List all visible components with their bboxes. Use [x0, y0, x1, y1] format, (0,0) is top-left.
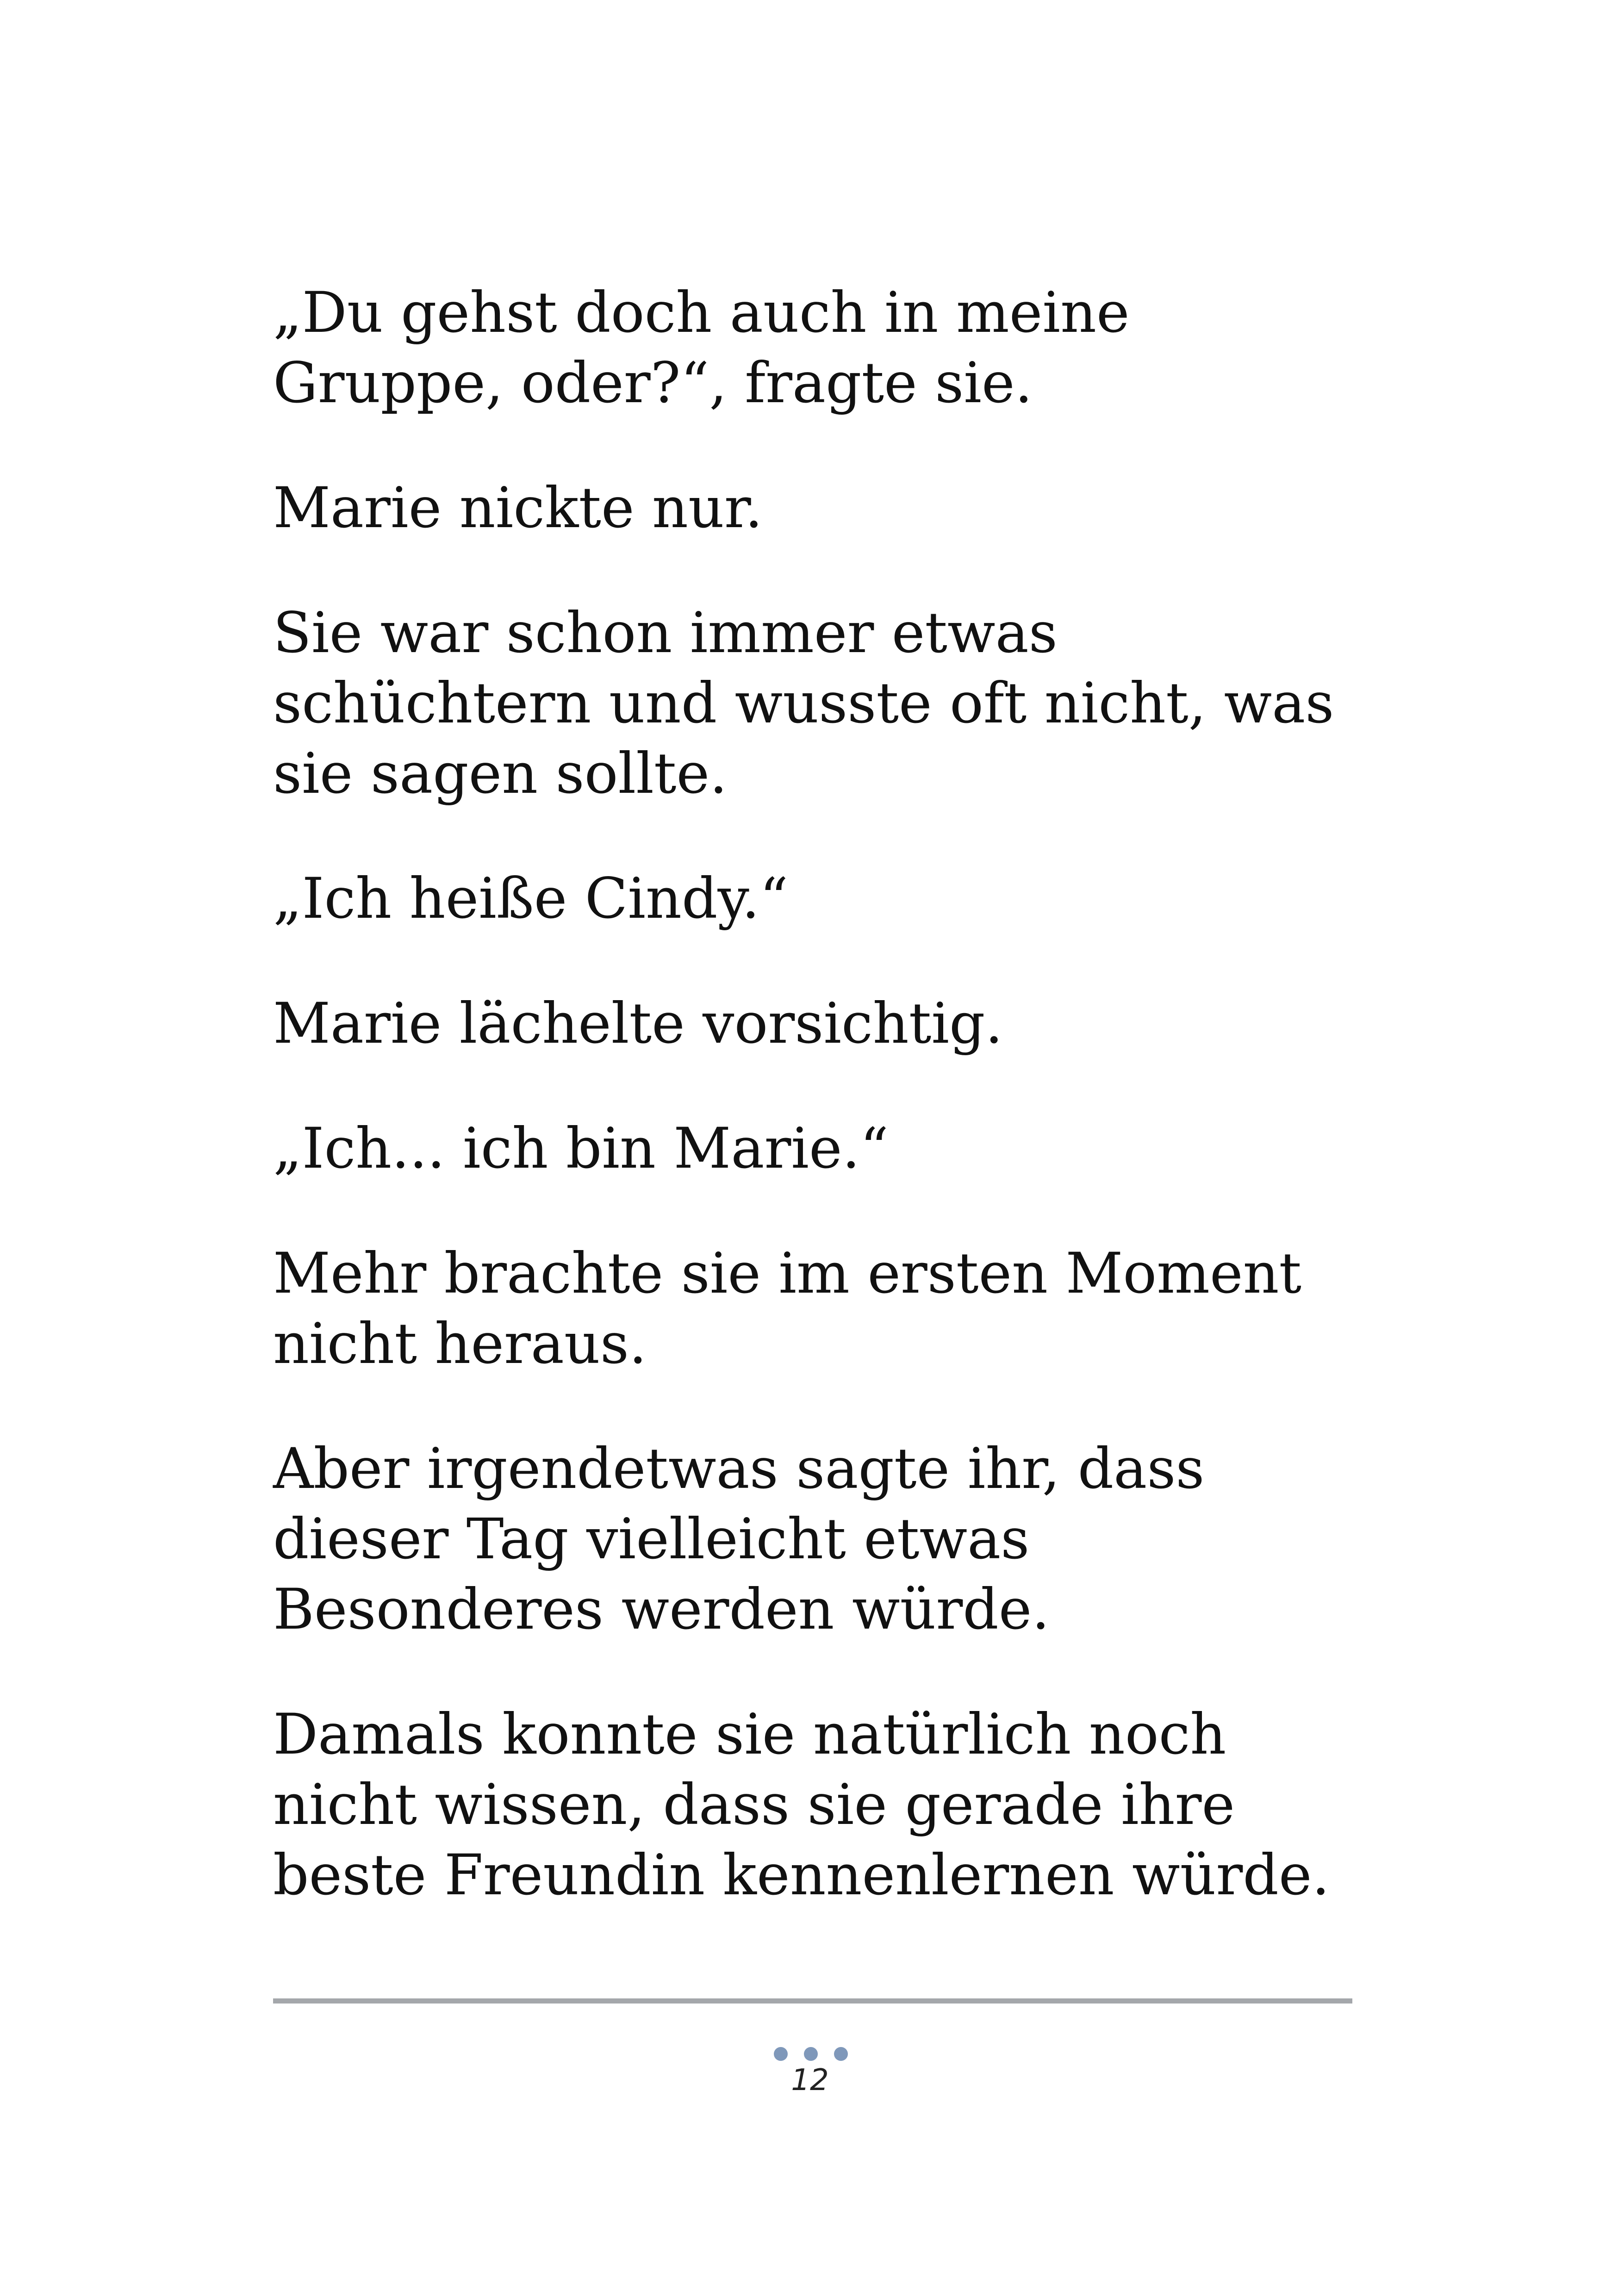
paragraph-6: „Ich... ich bin Marie.“	[273, 1116, 889, 1181]
ornament-dot-1	[774, 2047, 788, 2061]
footer-divider	[273, 1998, 1352, 2004]
paragraph-8: Aber irgendetwas sagte ihr, dass dieser Tag vielleicht etwas Besonderes werden würde.	[273, 1436, 1205, 1642]
paragraph-2: Marie nickte nur.	[273, 475, 763, 541]
page-number: 12	[791, 2063, 829, 2097]
paragraph-4: „Ich heiße Cindy.“	[273, 866, 789, 931]
paragraph-9: Damals konnte sie natürlich noch nicht wissen, dass sie gerade ihre beste Freundin kennenlernen würde.	[273, 1702, 1330, 1908]
ornament-dot-3	[834, 2047, 848, 2061]
paragraph-1: „Du gehst doch auch in meine Gruppe, oder?“, fragte sie.	[273, 280, 1130, 416]
paragraph-7: Mehr brachte sie im ersten Moment nicht heraus.	[273, 1241, 1302, 1376]
ornament-dot-2	[804, 2047, 818, 2061]
story-text	[273, 278, 1365, 1965]
paragraph-3: Sie war schon immer etwas schüchtern und wusste oft nicht, was sie sagen sollte.	[273, 600, 1334, 806]
footer-ornament	[774, 2047, 848, 2061]
paragraph-5: Marie lächelte vorsichtig.	[273, 991, 1003, 1056]
